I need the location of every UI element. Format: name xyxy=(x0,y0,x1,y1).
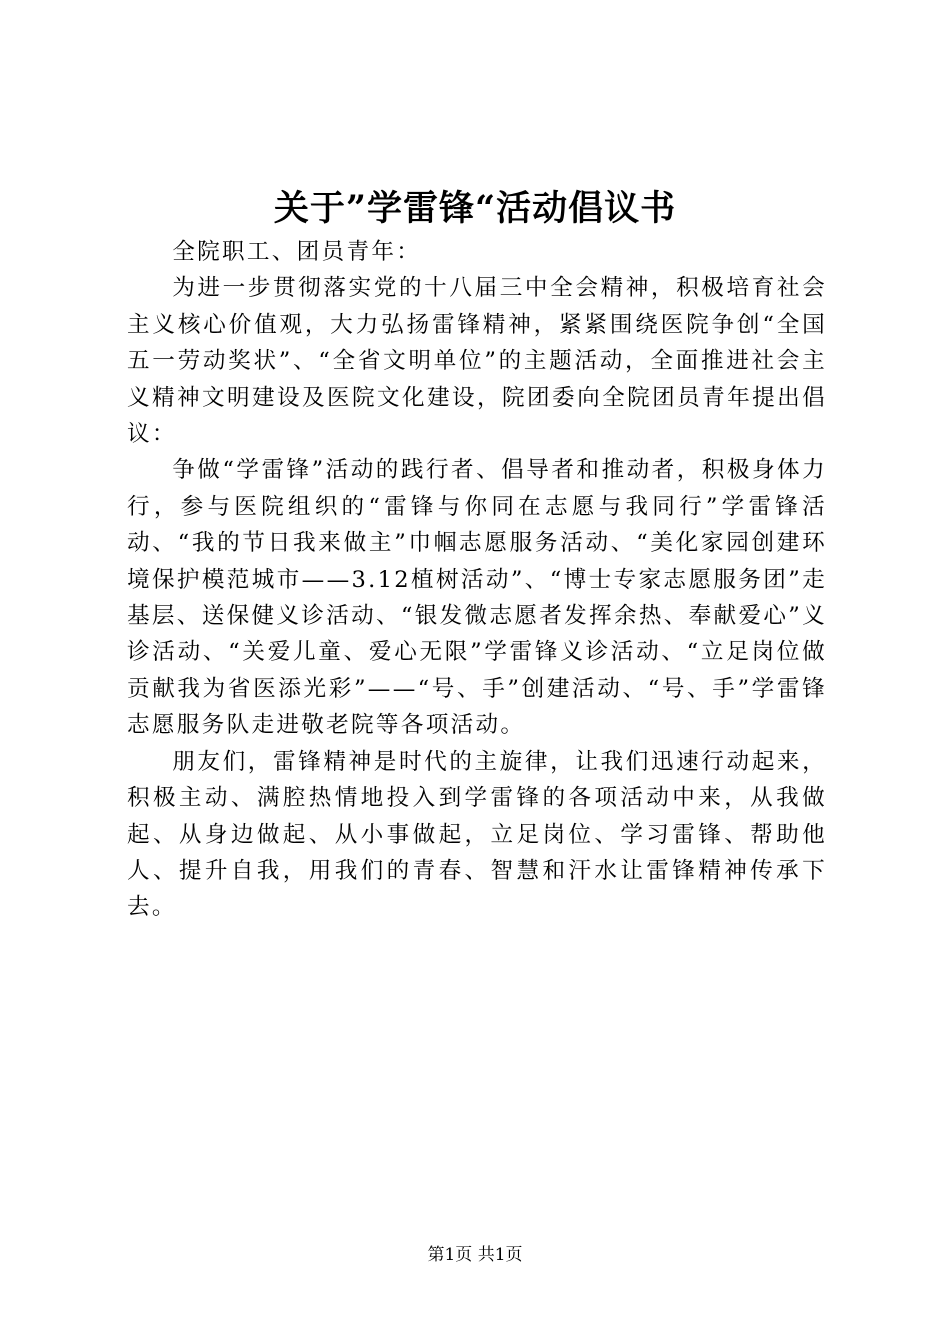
paragraph-2: 争做“学雷锋”活动的践行者、倡导者和推动者，积极身体力行，参与医院组织的“雷锋与你同在志愿与我同行”学雷锋活动、“我的节日我来做主”巾帼志愿服务活动、“美化家园创建环境保护模范城市——3.12植树活动”、“博士专家志愿服务团”走基层、送保健义诊活动、“银发微志愿者发挥余热、奉献爱心”义诊活动、“关爱儿童、爱心无限”学雷锋义诊活动、“立足岗位做贡献我为省医添光彩”——“号、手”创建活动、“号、手”学雷锋志愿服务队走进敬老院等各项活动。 xyxy=(127,457,827,739)
paragraph-1: 为进一步贯彻落实党的十八届三中全会精神，积极培育社会主义核心价值观，大力弘扬雷锋精神，紧紧围绕医院争创“全国五一劳动奖状”、“全省文明单位”的主题活动，全面推进社会主义精神文明建设及医院文化建设，院团委向全院团员青年提出倡议： xyxy=(127,275,827,448)
document-body xyxy=(127,234,827,926)
salutation: 全院职工、团员青年： xyxy=(172,239,422,265)
document-title: 关于”学雷锋“活动倡议书 xyxy=(273,188,677,229)
page-footer: 第1页 共1页 xyxy=(427,1245,523,1265)
paragraph-3: 朋友们，雷锋精神是时代的主旋律，让我们迅速行动起来，积极主动、满腔热情地投入到学雷锋的各项活动中来，从我做起、从身边做起、从小事做起，立足岗位、学习雷锋、帮助他人、提升自我，用我们的青春、智慧和汗水让雷锋精神传承下去。 xyxy=(127,748,827,921)
